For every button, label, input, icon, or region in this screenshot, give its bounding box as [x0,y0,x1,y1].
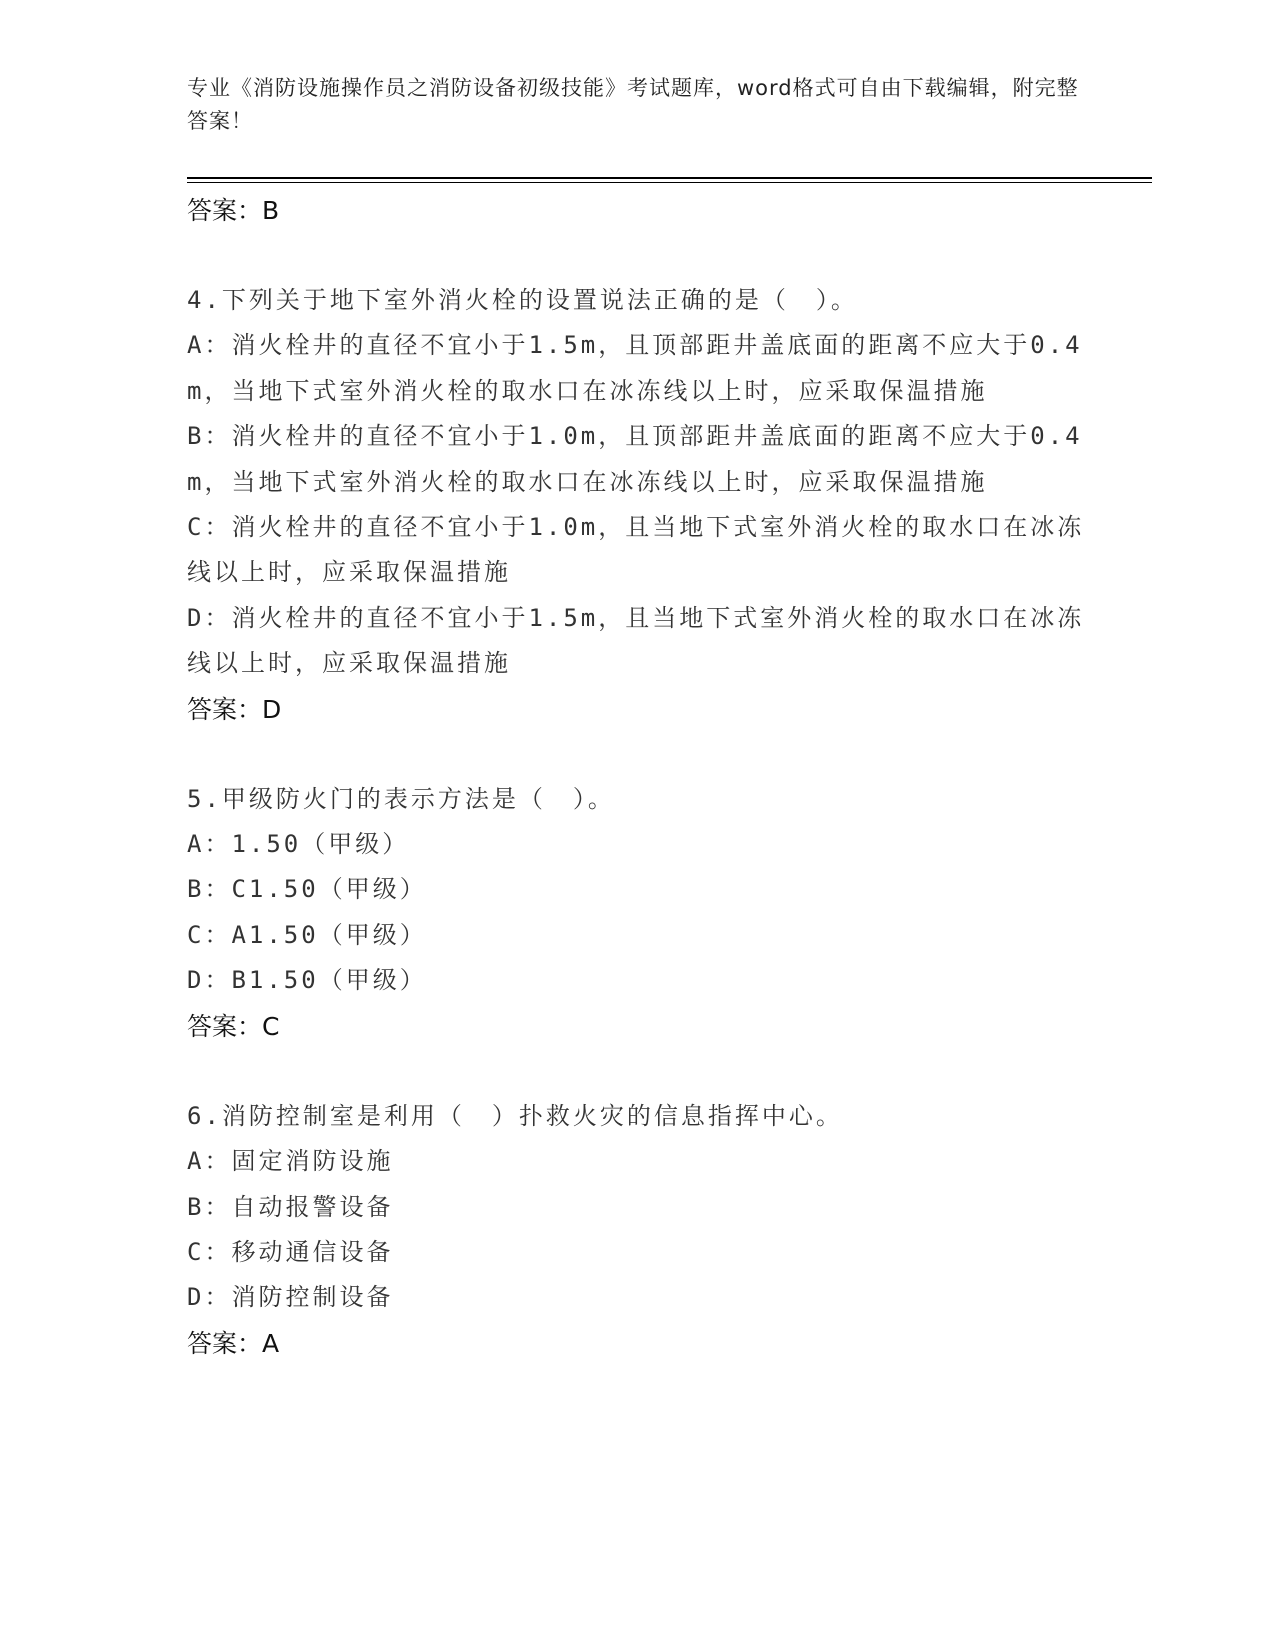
header-divider [187,177,1152,179]
page-header: 专业《消防设施操作员之消防设备初级技能》考试题库，word格式可自由下载编辑，附完整答案！ [187,76,1079,133]
question-5 [187,777,1087,1049]
question-list [187,188,1087,1366]
question-title: 4.下列关于地下室外消火栓的设置说法正确的是（ ）。 [187,286,858,314]
option-c: C：A1.50（甲级） [187,920,427,949]
option-d: D：消火栓井的直径不宜小于1.5m，且当地下式室外消火栓的取水口在冰冻线以上时，应采取保温措施 [187,603,1085,678]
previous-answer: 答案：B [187,196,280,225]
question-4 [187,278,1087,732]
question-title: 6.消防控制室是利用（ ）扑救火灾的信息指挥中心。 [187,1101,843,1130]
answer: 答案：C [187,1011,280,1041]
question-6 [187,1094,1087,1366]
option-c: C：消火栓井的直径不宜小于1.0m，且当地下式室外消火栓的取水口在冰冻线以上时，应采取保温措施 [187,513,1085,587]
option-a: A：固定消防设施 [187,1147,394,1176]
option-a: A：消火栓井的直径不宜小于1.5m，且顶部距井盖底面的距离不应大于0.4m，当地下式室外消火栓的取水口在冰冻线以上时，应采取保温措施 [187,331,1083,405]
option-a: A：1.50（甲级） [187,830,410,859]
question-title: 5.甲级防火门的表示方法是（ ）。 [187,784,615,813]
option-b: B：消火栓井的直径不宜小于1.0m，且顶部距井盖底面的距离不应大于0.4m，当地下式室外消火栓的取水口在冰冻线以上时，应采取保温措施 [187,422,1083,496]
option-b: B：自动报警设备 [187,1192,394,1221]
option-d: D：B1.50（甲级） [187,966,427,995]
option-b: B：C1.50（甲级） [187,875,427,904]
answer: 答案：D [187,694,282,724]
header-divider-thin [187,182,1152,183]
option-d: D：消防控制设备 [187,1283,394,1312]
answer: 答案：A [187,1328,280,1358]
option-c: C：移动通信设备 [187,1237,394,1266]
